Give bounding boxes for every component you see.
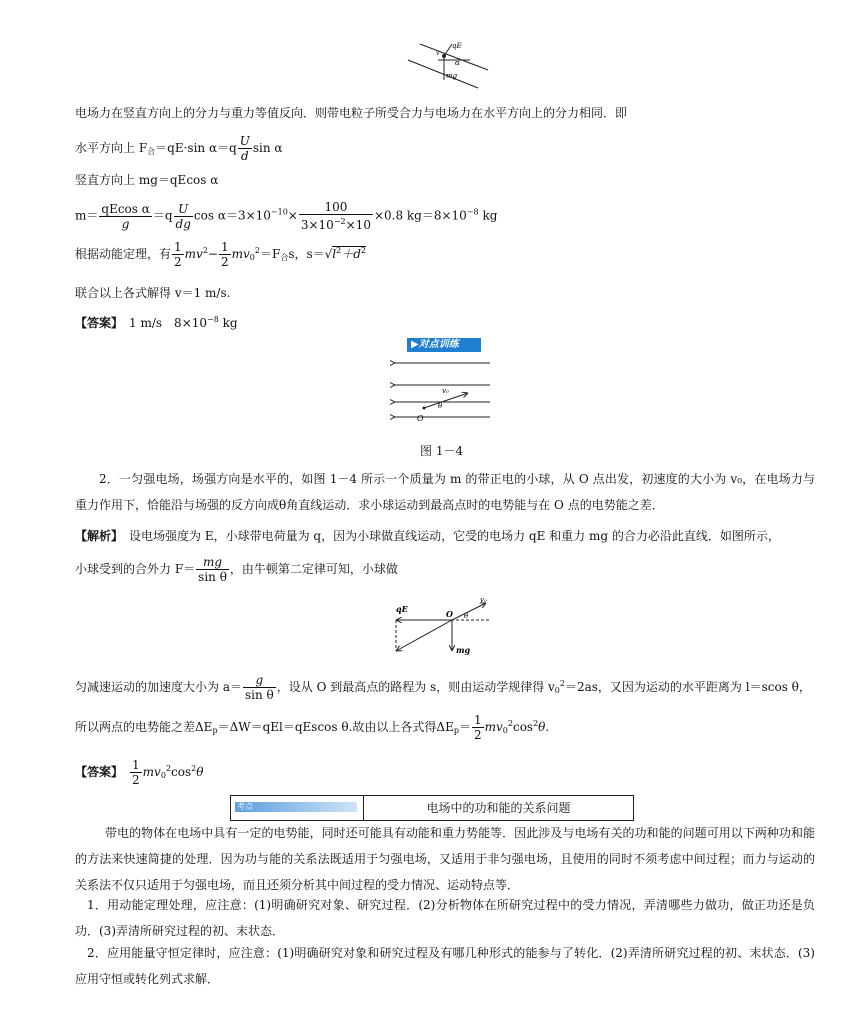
exponent: 2	[254, 246, 260, 255]
exponent: −8	[466, 207, 479, 217]
eq-part: sin α	[252, 141, 283, 155]
eq-sub: 0	[160, 771, 166, 780]
frac-num: U	[239, 134, 250, 148]
eq-part: 匀减速运动的加速度大小为 a＝	[75, 680, 242, 694]
exponent: −2	[333, 217, 346, 226]
fig3-mg-label: mg	[456, 645, 471, 655]
sqrt-body	[332, 246, 366, 261]
frac-num: 1	[473, 713, 482, 727]
eq-sub: p	[212, 726, 218, 735]
play-icon: ▶	[411, 339, 419, 350]
frac-num: 1	[174, 240, 182, 254]
eq-part: cos	[171, 765, 192, 779]
practice-banner	[407, 338, 481, 352]
frac-num: 1	[132, 758, 140, 772]
solution-text: 设电场强度为 E，小球带电荷量为 q，因为小球做直线运动，它受的电场力 qE 和重力 mg 的合力必沿此直线．如图所示，	[129, 529, 780, 543]
eq-part: 小球受到的合外力 F＝	[75, 562, 196, 576]
eq-part: s，s＝	[288, 247, 325, 261]
text-line-5	[75, 240, 366, 269]
paragraph-2: 1．用动能定理处理，应注意：(1)明确研究对象、研究过程．(2)分析物体在所研究过程中的受力情况，弄清哪些力做功，做正功还是负功．(3)弄清所研究过程的初、末状态．	[75, 898, 815, 938]
exponent: −10	[270, 207, 288, 217]
frac-num: U	[174, 202, 193, 217]
answer-label: 【答案】	[75, 765, 118, 779]
eq-part: ，由牛顿第二定律可知，小球做	[229, 562, 398, 576]
frac-num: 100	[299, 200, 373, 215]
answer-text: 1 m/s 8×10	[129, 316, 208, 330]
eq-part: 根据动能定理，有	[75, 247, 172, 261]
eq-part: ＋d	[341, 247, 361, 261]
exponent: −8	[207, 315, 219, 324]
eq-part: kg	[478, 208, 498, 223]
text-line-1: 电场力在竖直方向上的分力与重力等值反向．则带电粒子所受合力与电场力在水平方向上的分力相同．即	[75, 106, 628, 120]
text-line-4	[75, 200, 497, 232]
eq-sub: 0	[502, 726, 508, 735]
paragraph-3: 2．应用能量守恒定律时，应注意：(1)明确研究对象和研究过程及有哪几种形式的能参与了转化．(2)弄清所研究过程的初、末状态．(3)应用守恒或转化列式求解．	[75, 946, 815, 986]
frac-den: sin θ	[198, 570, 227, 584]
eq-part: −	[207, 247, 218, 261]
fraction	[299, 200, 373, 232]
exponent: 2	[360, 246, 367, 255]
answer-2	[75, 758, 203, 787]
text-line-6: 联合以上各式解得 v＝1 m/s.	[75, 286, 231, 300]
answer-1	[75, 314, 238, 331]
paragraph-1: 带电的物体在电场中具有一定的电势能，同时还可能具有动能和重力势能等．因此涉及与电场有关的功和能的问题可用以下两种功和能的方法来快速简捷的处理．因为功与能的关系法既适用于匀强电场，又适用于非匀强电场，且使用的同时不须考虑中间过程；而力与运动的关系法不仅只适用于匀强电场，而且还须分析其中间过程的受力情况、运动特点等．	[75, 826, 815, 892]
frac-den: sin θ	[244, 688, 274, 702]
fig2-v0-label: v₀	[442, 387, 449, 395]
eq-part: m＝	[75, 208, 99, 223]
frac-num: 1	[220, 240, 229, 254]
eq-part: ×0.8 kg＝8×10	[373, 208, 467, 223]
frac-den: 2	[132, 773, 140, 787]
eq-part: θ.	[538, 720, 550, 734]
sqrt-symbol: √	[324, 247, 333, 261]
section-tag-cell	[231, 796, 364, 820]
solution-line-4	[75, 713, 549, 742]
fraction-half	[172, 240, 184, 269]
solution-line-1	[75, 527, 780, 544]
eq-part: cos	[512, 720, 534, 734]
eq-part: ×	[287, 208, 298, 223]
frac-num: qEcos α	[101, 201, 150, 216]
solution-line-3	[75, 673, 811, 702]
answer-unit: kg	[218, 316, 238, 330]
eq-part: ＝ΔW＝qEl＝qEscos θ.故由以上各式得ΔE	[217, 720, 454, 734]
solution-line-2	[75, 555, 398, 584]
fraction	[99, 202, 151, 231]
eq-sub: p	[453, 726, 459, 735]
figure-incline-forces	[400, 38, 490, 96]
eq-sub: 0	[554, 686, 560, 695]
exponent: 2	[507, 719, 513, 728]
fig3-theta-label: θ	[464, 612, 469, 620]
eq-part: mv	[484, 720, 503, 734]
eq-part: ＝qE·sin α＝q	[155, 141, 237, 155]
fraction	[243, 673, 276, 702]
den-part: ×10	[345, 218, 371, 232]
frac-den: 2	[174, 255, 182, 269]
frac-den: 2	[473, 728, 482, 742]
fraction	[238, 134, 252, 163]
fraction-half	[472, 713, 484, 742]
answer-label: 【答案】	[75, 316, 118, 330]
eq-part: ＝q	[152, 208, 173, 223]
eq-part: 水平方向上 F	[75, 141, 148, 155]
eq-part: mv	[142, 765, 161, 779]
fig1-qE-label: qE	[452, 42, 462, 50]
eq-part: ＝F	[259, 247, 281, 261]
eq-part: cos α＝3×10	[193, 208, 271, 223]
section-title: 电场中的功和能的关系问题	[426, 801, 571, 815]
exponent: 2	[165, 764, 172, 773]
eq-part: ＝	[458, 720, 471, 734]
eq-part: mv	[231, 247, 250, 261]
section-tag-text: 考点	[237, 802, 253, 811]
fraction-half	[130, 758, 142, 787]
figure-1-4	[390, 355, 495, 425]
eq-sub: 合	[280, 253, 289, 262]
section-tag	[235, 802, 357, 812]
den-part: 3×10	[300, 218, 334, 232]
frac-den: d	[240, 149, 249, 163]
frac-num: mg	[196, 555, 229, 570]
exponent: 2	[533, 719, 539, 728]
eq-part: θ	[196, 765, 204, 779]
fraction	[196, 555, 229, 584]
fig2-theta-label: θ	[438, 402, 443, 410]
fraction-half	[219, 240, 231, 269]
fig2-O-label: O	[417, 414, 424, 423]
eq-part: l	[332, 247, 337, 261]
section-title-table	[230, 795, 634, 821]
eq-part: ＝2as，又因为运动的水平距离为 l＝scos θ，	[564, 680, 811, 694]
fig1-alpha-label: α	[455, 59, 460, 67]
banner-text: 对点训练	[418, 339, 459, 350]
fraction	[174, 202, 193, 231]
exponent: 2	[202, 246, 208, 255]
text-line-2	[75, 134, 283, 163]
exponent: 2	[191, 764, 197, 773]
fig3-O-label: O	[446, 609, 453, 619]
exponent: 2	[559, 679, 565, 688]
fig3-qE-label: qE	[396, 604, 408, 614]
exponent: 2	[336, 246, 342, 255]
fig1-v-label: v	[436, 50, 440, 57]
solution-label: 【解析】	[75, 529, 118, 543]
text-line-3: 竖直方向上 mg＝qEcos α	[75, 173, 219, 187]
fig1-mg-label: mg	[446, 72, 458, 80]
eq-part: 所以两点的电势能之差ΔE	[75, 720, 213, 734]
eq-part: ，设从 O 到最高点的路程为 s，则由运动学规律得 v	[276, 680, 555, 694]
figure-force-diagram	[390, 595, 500, 660]
frac-den	[299, 215, 373, 232]
eq-sub: 0	[249, 253, 255, 262]
frac-den: g	[121, 216, 130, 231]
frac-den: dg	[175, 216, 191, 231]
frac-den: 2	[220, 255, 229, 269]
eq-sub: 合	[147, 147, 156, 156]
fig3-v0-label: v₀	[480, 596, 487, 604]
frac-num: g	[243, 673, 276, 688]
eq-part: mv	[184, 247, 203, 261]
problem-2: 2．一匀强电场，场强方向是水平的，如图 1－4 所示一个质量为 m 的带正电的小球，从 O 点出发，初速度的大小为 v₀，在电场力与重力作用下，恰能沿与场强的反方向成θ角直线运动．求小球运动到最高点时的电势能与在 O 点的电势能之差．	[75, 472, 815, 512]
figure-caption: 图 1－4	[420, 444, 464, 458]
